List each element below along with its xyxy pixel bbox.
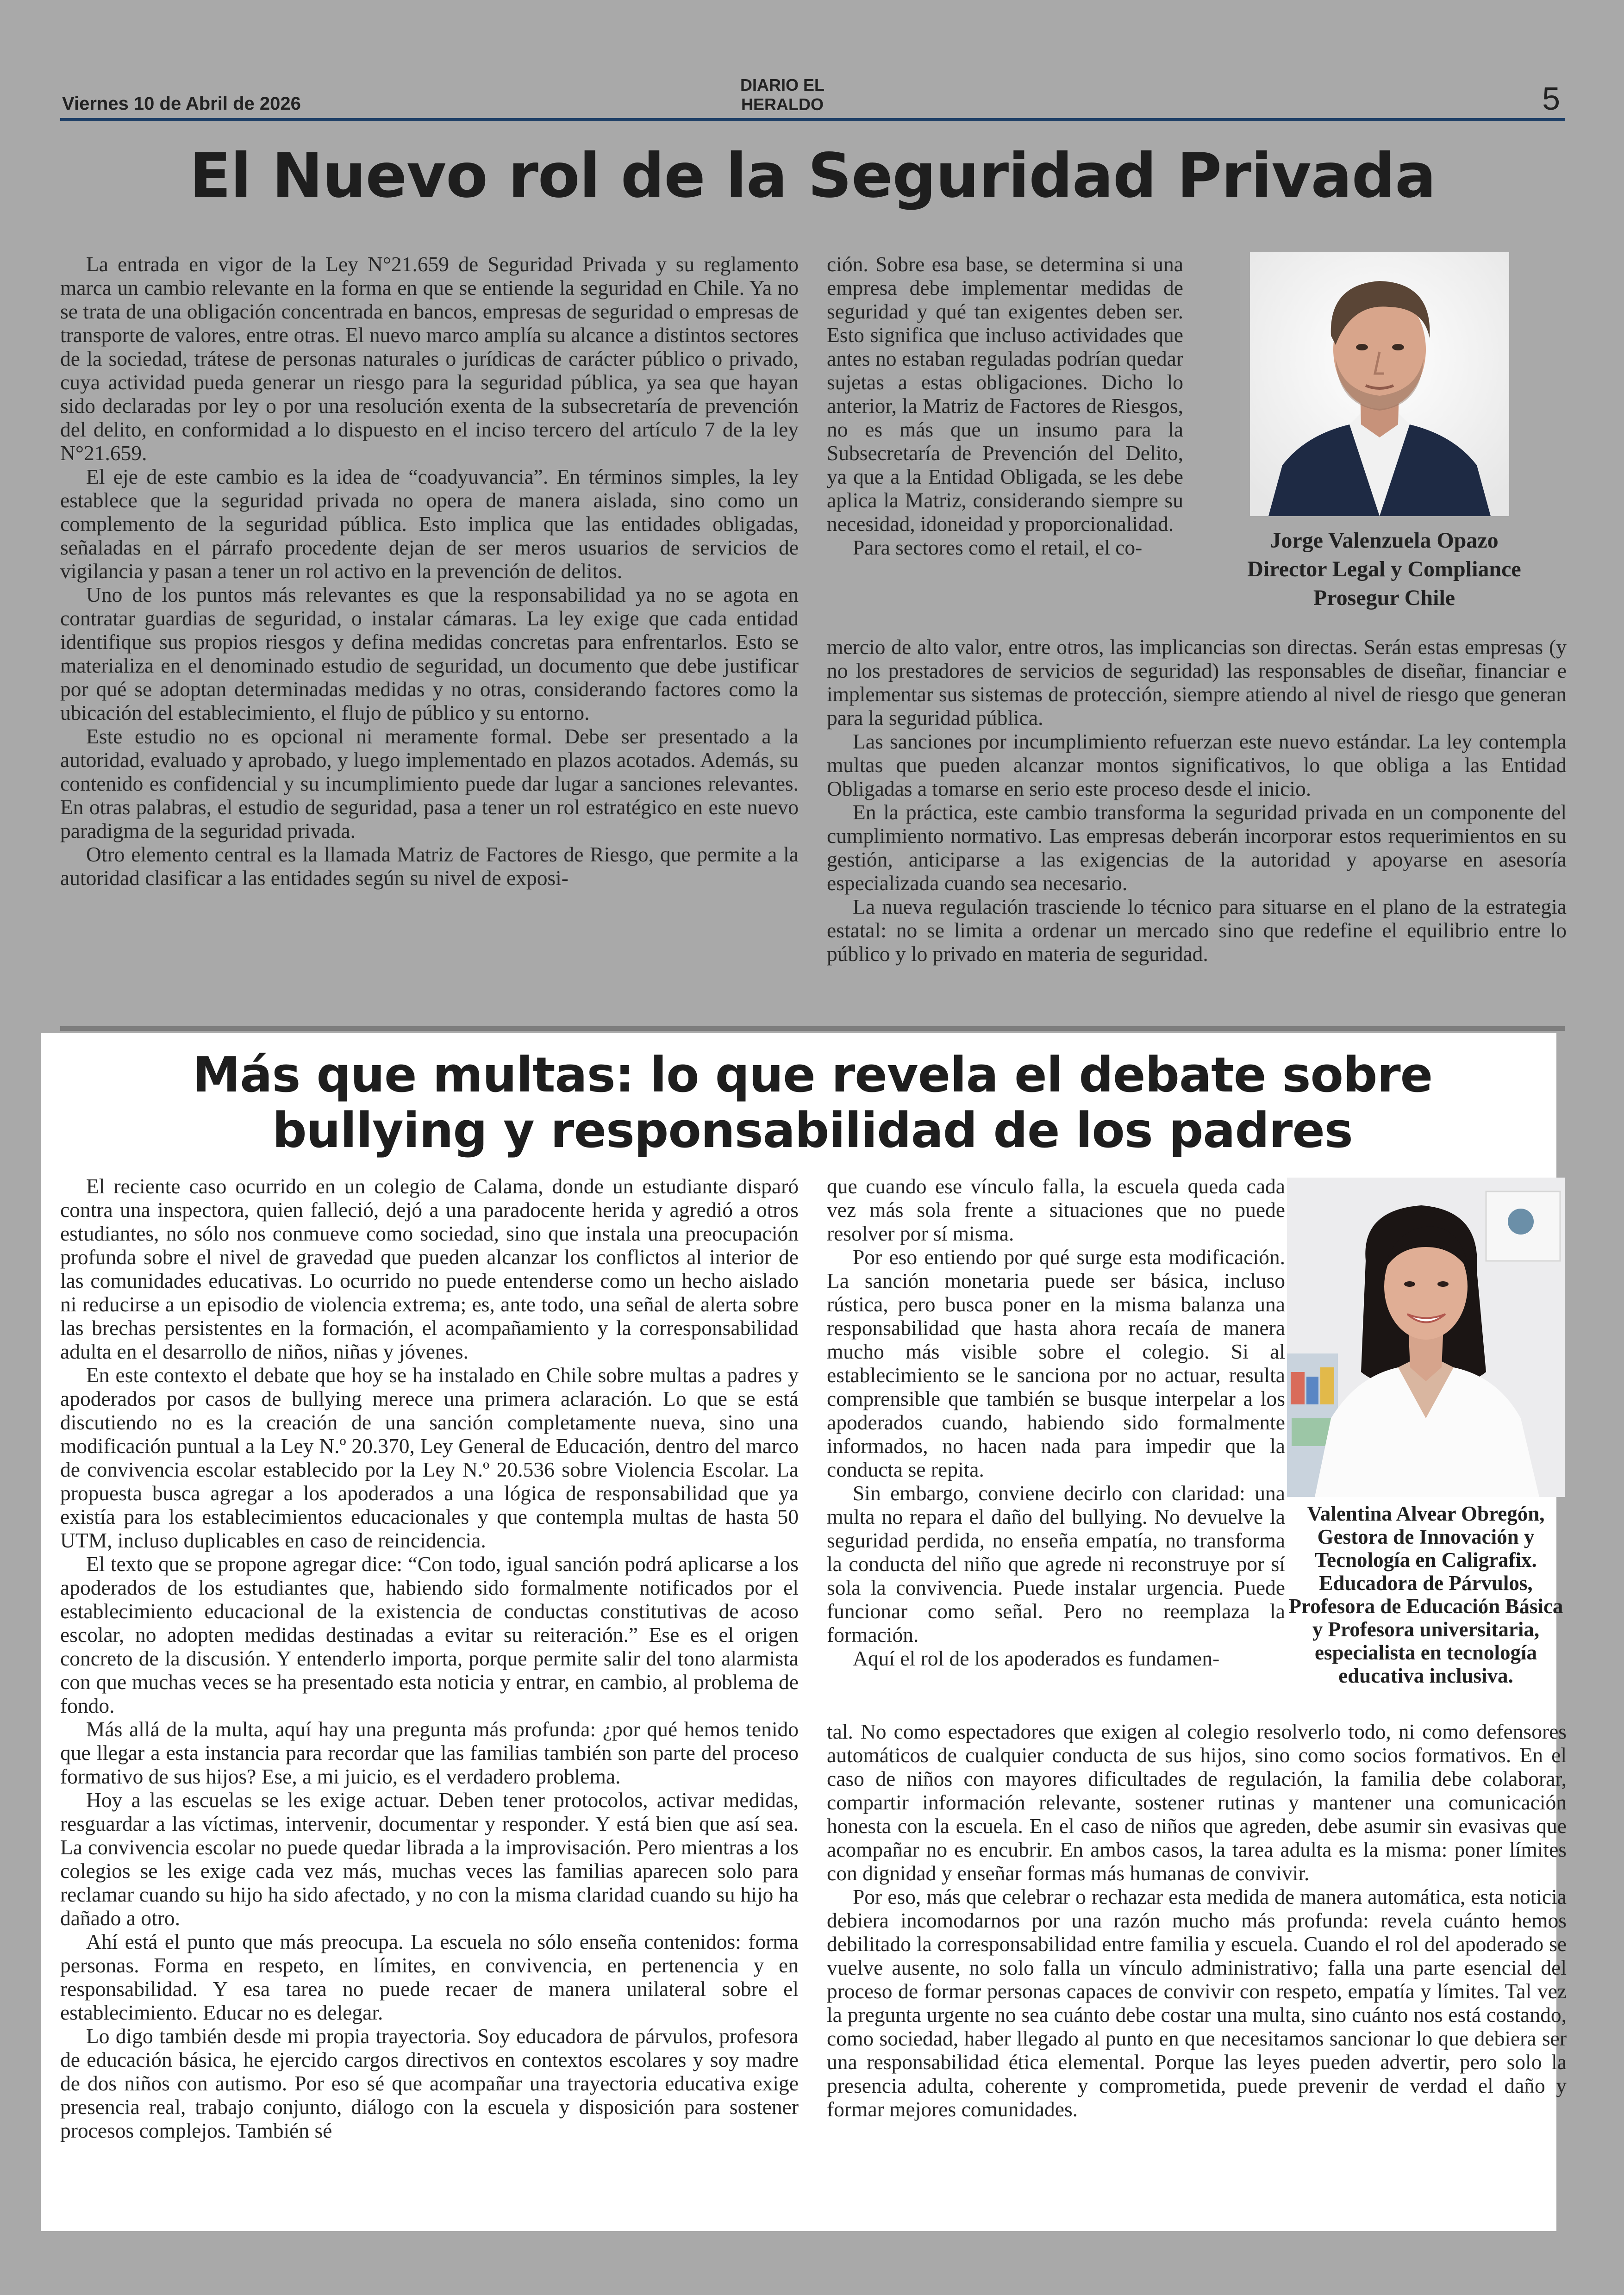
article1-paragraph: La entrada en vigor de la Ley N°21.659 de Seguridad Privada y su reglamento marca un cambio relevante en la forma en que se entiende la seguridad en Chile. Ya no se trata de una obligación concentrada en bancos, empresas de seguridad o empresas de transporte de valores, entre otras. El nuevo marco amplía su alcance a distintos sectores de la sociedad, trátese de personas naturales o jurídicas de carácter público o privado, cuya actividad pueda generar un riesgo para la seguridad pública, ya sea que hayan sido declaradas por ley o por una resolución exenta de la subsecretaría de prevención del delito, en conformidad a lo dispuesto en el inciso tercero del artículo 7 de la ley N°21.659. [60, 252, 799, 465]
article2-paragraph: Hoy a las escuelas se les exige actuar. Deben tener protocolos, activar medidas, resguardar a las víctimas, intervenir, documentar y responder. Y está bien que así sea. La convivencia escolar no puede quedar librada a la improvisación. Pero mientras a los colegios se les exige cada vez más, muchas veces las familias aparecen solo para reclamar cuando su hijo ha sido afectado, y no con la misma claridad cuando su hijo ha dañado a otro. [60, 1788, 799, 1930]
article1-column-middle [827, 252, 1183, 559]
article2-column-middle [827, 1174, 1285, 1670]
article1-column-bottom-right [827, 635, 1567, 966]
article1-paragraph: La nueva regulación trasciende lo técnico para situarse en el plano de la estrategia estatal: no se limita a ordenar un mercado sino que redefine el equilibrio entre lo público y lo privado en materia de seguridad. [827, 895, 1567, 966]
article2-paragraph: El texto que se propone agregar dice: “Con todo, igual sanción podrá aplicarse a los apoderados de los estudiantes que, habiendo sido formalmente notificados por el establecimiento educacional de la existencia de conductas constitutivas de acoso escolar, no adopten medidas destinadas a evitar su reiteración.” Ese es el origen concreto de la discusión. Y entenderlo importa, porque permite salir del tono alarmista con que muchas veces se ha presentado esta noticia y entrar, en cambio, al problema de fondo. [60, 1552, 799, 1717]
article1-column-left [60, 252, 799, 890]
author-company: Prosegur Chile [1313, 586, 1455, 610]
article1-paragraph: Uno de los puntos más relevantes es que la responsabilidad ya no se agota en contratar guardias de seguridad, o instalar cámaras. La ley exige que cada entidad identifique sus propios riesgos y defina medidas concretas para enfrentarlos. Esto se materializa en el denominado estudio de seguridad, un documento que debe justificar por qué se adoptan determinadas medidas y no otras, considerando factores como la ubicación del establecimiento, el flujo de público y su entorno. [60, 583, 799, 724]
article2-column-left [60, 1174, 799, 2142]
author-photo-jorge-valenzuela [1250, 252, 1509, 516]
article2-paragraph: tal. No como espectadores que exigen al colegio resolverlo todo, ni como defensores automáticos de cualquier conducta de sus hijos, sino como socios formativos. En el caso de niños con mayores dificultades de regulación, la familia debe colaborar, compartir información relevante, sostener rutinas y mantener una comunicación honesta con la escuela. En el caso de niños que agreden, debe asumir sin evasivas que acompañar no es encubrir. En ambos casos, la tarea adulta es la misma: poner límites con dignidad y enseñar formas más humanas de convivir. [827, 1720, 1567, 1885]
article1-paragraph: ción. Sobre esa base, se determina si una empresa debe implementar medidas de seguridad y qué tan exigentes deben ser. Esto significa que incluso actividades que antes no estaban reguladas podrían quedar sujetas a estas obligaciones. Dicho lo anterior, la Matriz de Factores de Riesgos, no es más que un insumo para la Subsecretaría de Prevención del Delito, ya que a la Entidad Obligada, se les debe aplica la Matriz, considerando siempre su necesidad, idoneidad y proporcionalidad. [827, 252, 1183, 536]
page-number: 5 [1542, 81, 1560, 117]
author-caption-jorge [1197, 526, 1572, 612]
article1-paragraph: mercio de alto valor, entre otros, las implicancias son directas. Serán estas empresas (y no los prestadores de servicios de seguridad) las responsables de diseñar, financiar e implementar sus sistemas de protección, siempre atiendo al nivel de riesgo que generan para la seguridad pública. [827, 635, 1567, 730]
article2-paragraph: Más allá de la multa, aquí hay una pregunta más profunda: ¿por qué hemos tenido que llegar a esta instancia para recordar que las familias también son parte del proceso formativo de sus hijos? Ese, a mi juicio, es el verdadero problema. [60, 1717, 799, 1788]
article1-paragraph: Este estudio no es opcional ni meramente formal. Debe ser presentado a la autoridad, evaluado y aprobado, y luego implementado en plazos acotados. Además, su contenido es confidencial y su incumplimiento puede dar lugar a sanciones relevantes. En otras palabras, el estudio de seguridad, pasa a tener un rol estratégico en este nuevo paradigma de la seguridad privada. [60, 724, 799, 842]
man-portrait-icon [1250, 252, 1509, 516]
article1-paragraph: Las sanciones por incumplimiento refuerzan este nuevo estándar. La ley contempla multas que pueden alcanzar montos significativos, lo que obliga a las Entidad Obligadas a tomarse en serio este proceso desde el inicio. [827, 730, 1567, 800]
article1-paragraph: Para sectores como el retail, el co- [853, 536, 1143, 559]
author-name: Jorge Valenzuela Opazo [1270, 528, 1499, 553]
article2-paragraph: Por eso, más que celebrar o rechazar esta medida de manera automática, esta noticia debiera incomodarnos por una razón mucho más profunda: revela cuánto hemos debilitado la corresponsabilidad entre familia y escuela. Cuando el rol del apoderado se vuelve ausente, no solo falla un vínculo administrativo; falla una parte esencial del proceso de formar personas capaces de convivir con respeto, empatía y límites. Tal vez la pregunta urgente no sea cuánto debe costar una multa, sino cuánto nos está costando, como sociedad, haber llegado al punto en que necesitamos sancionar lo que debiera ser una responsabilidad ética elemental. Porque las leyes pueden advertir, pero solo la presencia adulta, coherente y comprometida, puede prevenir de verdad el daño y formar mejores comunidades. [827, 1885, 1567, 2121]
article2-paragraph: Lo digo también desde mi propia trayectoria. Soy educadora de párvulos, profesora de educación básica, he ejercido cargos directivos en contextos escolares y soy madre de dos niños con autismo. Por eso sé que acompañar una trayectoria educativa exige presencia real, trabajo conjunto, diálogo con la escuela y disposición para sostener procesos complejos. También sé [60, 2024, 799, 2142]
article2-paragraph: Aquí el rol de los apoderados es fundamen- [853, 1646, 1220, 1670]
article1-paragraph: El eje de este cambio es la idea de “coadyuvancia”. En términos simples, la ley establece que la seguridad privada no opera de manera aislada, sino como un complemento de la seguridad pública. Esto implica que las entidades obligadas, señaladas en el párrafo procedente dejan de ser meros usuarios de servicios de vigilancia y pasan a tener un rol activo en la prevención de delitos. [60, 465, 799, 583]
article2-column-bottom-right [827, 1720, 1567, 2121]
article1-headline: El Nuevo rol de la Seguridad Privada [189, 140, 1436, 212]
article2-paragraph: Por eso entiendo por qué surge esta modificación. La sanción monetaria puede ser básica, incluso rústica, pero busca poner en la misma balanza una responsabilidad que hasta ahora recaía de manera mucho más visible sobre el colegio. Si al establecimiento se le sanciona por no actuar, resulta comprensible que también se busque interpelar a los apoderados cuando, habiendo sido formalmente informados, no hacen nada para impedir que la conducta se repita. [827, 1245, 1285, 1481]
section-divider [60, 1026, 1565, 1031]
author-role: Director Legal y Compliance [1247, 557, 1521, 581]
article2-paragraph: Sin embargo, conviene decirlo con claridad: una multa no repara el daño del bullying. No devuelve la seguridad perdida, no enseña empatía, no transforma la conducta del niño que agrede ni reconstruye por sí sola la convivencia. Puede instalar urgencia. Puede funcionar como señal. Pero no reemplaza la formación. [827, 1481, 1285, 1646]
article2-paragraph: que cuando ese vínculo falla, la escuela queda cada vez más sola frente a situaciones que no puede resolver por sí misma. [827, 1174, 1285, 1245]
author-photo-valentina-alvear [1287, 1178, 1565, 1497]
article1-paragraph: Otro elemento central es la llamada Matriz de Factores de Riesgo, que permite a la autoridad clasificar a las entidades según su nivel de exposi- [60, 842, 799, 890]
newspaper-name: DIARIO EL HERALDO [740, 75, 824, 114]
issue-date: Viernes 10 de Abril de 2026 [62, 94, 301, 114]
article1-paragraph: En la práctica, este cambio transforma la seguridad privada en un componente del cumplimiento normativo. Las empresas deberán incorporar estos requerimientos en su gestión, anticiparse a las exigencias de la autoridad y apoyarse en asesoría especializada cuando sea necesario. [827, 800, 1567, 895]
article2-headline-line2: bullying y responsabilidad de los padres [272, 1102, 1353, 1159]
article2-paragraph: En este contexto el debate que hoy se ha instalado en Chile sobre multas a padres y apoderados por casos de bullying merece una primera aclaración. Lo que se está discutiendo no es la creación de una sanción completamente nueva, sino una modificación puntual a la Ley N.º 20.370, Ley General de Educación, dentro del marco de convivencia escolar establecido por la Ley N.º 20.536 sobre Violencia Escolar. La propuesta busca agregar a los apoderados a una lógica de responsabilidad que ya existía para los establecimientos educacionales y que contempla multas de hasta 50 UTM, incluso duplicables en caso de reincidencia. [60, 1363, 799, 1552]
article2-paragraph: Ahí está el punto que más preocupa. La escuela no sólo enseña contenidos: forma personas. Forma en respeto, en límites, en convivencia, en pertenencia y en responsabilidad. Y esa tarea no puede recaer de manera unilateral sobre el establecimiento. Educar no es delegar. [60, 1930, 799, 2024]
article2-paragraph: El reciente caso ocurrido en un colegio de Calama, donde un estudiante disparó contra una inspectora, quien falleció, dejó a una paradocente herida y agredió a otros estudiantes, no sólo nos conmueve como sociedad, sino que instala una preocupación profunda sobre el nivel de gravedad que pueden alcanzar los conflictos al interior de las comunidades educativas. Lo ocurrido no puede entenderse como un hecho aislado ni reducirse a un episodio de violencia extrema; es, ante todo, una señal de alerta sobre las brechas persistentes en la formación, el acompañamiento y la corresponsabilidad adulta en el desarrollo de niños, niñas y jóvenes. [60, 1174, 799, 1363]
masthead [60, 75, 1565, 121]
article2-headline [60, 1047, 1565, 1158]
article2-headline-line1: Más que multas: lo que revela el debate sobre [192, 1047, 1433, 1103]
author-caption-valentina: Valentina Alvear Obregón, Gestora de Innovación y Tecnología en Caligrafix. Educadora de Párvulos, Profesora de Educación Básica y Profesora universitaria, especialista en tecnología educativa inclusiva. [1288, 1502, 1563, 1687]
woman-portrait-icon [1287, 1178, 1565, 1497]
